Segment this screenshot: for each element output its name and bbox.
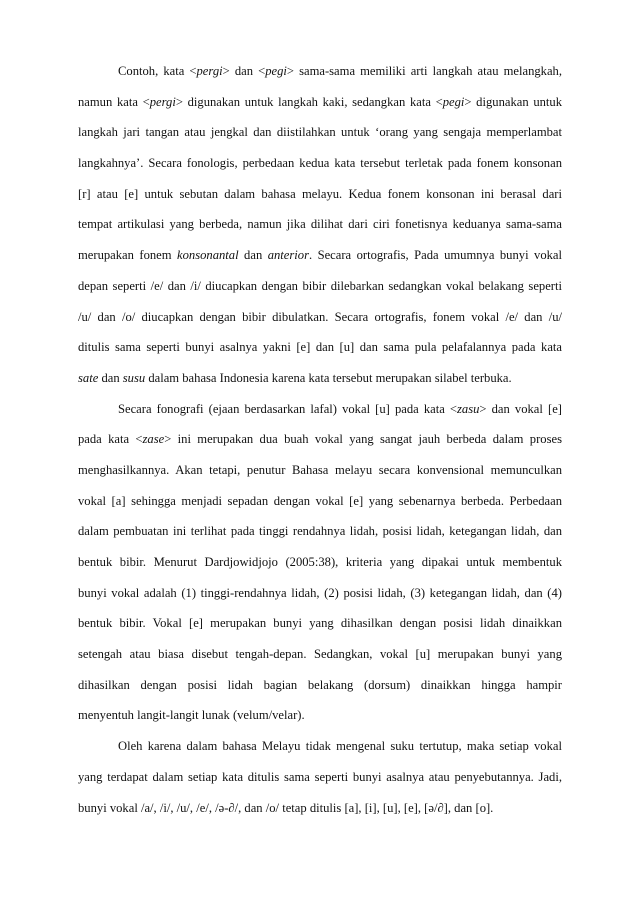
text-line: Oleh karena dalam bahasa Melayu tidak mengenal suku tertutup, maka setiap vokal bbox=[118, 739, 562, 754]
text-line: depan seperti /e/ dan /i/ diucapkan dengan bibir dilebarkan sedangkan vokal belakang seperti bbox=[78, 278, 562, 293]
italic-term: zasu bbox=[457, 401, 480, 416]
text-line: namun kata <pergi> digunakan untuk langkah kaki, sedangkan kata <pegi> digunakan untuk bbox=[78, 94, 562, 109]
paragraph-3 bbox=[78, 731, 562, 823]
text-line: vokal [a] sehingga menjadi sepadan dengan vokal [e] yang sebenarnya berbeda. Perbedaan bbox=[78, 493, 562, 508]
text-line: menghasilkannya. Akan tetapi, penutur Bahasa melayu secara konvensional memunculkan bbox=[78, 462, 562, 477]
document-page bbox=[78, 56, 562, 823]
text-line: sate dan susu dalam bahasa Indonesia karena kata tersebut merupakan silabel terbuka. bbox=[78, 370, 512, 385]
text-line: Contoh, kata <pergi> dan <pegi> sama-sama memiliki arti langkah atau melangkah, bbox=[118, 64, 562, 78]
text-line: ditulis sama seperti bunyi asalnya yakni [e] dan [u] dan sama pula pelafalannya pada kata bbox=[78, 340, 562, 355]
text-line: langkahnya’. Secara fonologis, perbedaan kedua kata tersebut terletak pada fonem konsonan bbox=[78, 156, 562, 171]
italic-term: pergi bbox=[149, 94, 176, 109]
paragraph-1 bbox=[78, 56, 562, 394]
italic-term: anterior bbox=[267, 248, 309, 263]
text-line: bunyi vokal adalah (1) tinggi-rendahnya lidah, (2) posisi lidah, (3) ketegangan lidah, dan (4) bbox=[78, 585, 562, 600]
text-line: merupakan fonem konsonantal dan anterior. Secara ortografis, Pada umumnya bunyi vokal bbox=[78, 248, 563, 263]
text-line: tempat artikulasi yang berbeda, namun jika dilihat dari ciri fonetisnya keduanya sama-sama bbox=[78, 217, 562, 232]
text-line: pada kata <zase> ini merupakan dua buah vokal yang sangat jauh berbeda dalam proses bbox=[78, 432, 562, 447]
text-line: dihasilkan dengan posisi lidah bagian belakang (dorsum) dinaikkan hingga hampir bbox=[78, 677, 562, 692]
italic-term: susu bbox=[122, 370, 146, 385]
text-line: langkah jari tangan atau jengkal dan diistilahkan untuk ‘orang yang sengaja memperlambat bbox=[78, 125, 562, 140]
italic-term: sate bbox=[78, 370, 99, 385]
italic-term: pergi bbox=[196, 64, 223, 78]
text-line: [r] atau [e] untuk sebutan dalam bahasa melayu. Kedua fonem konsonan ini berasal dari bbox=[78, 186, 562, 201]
text-line: bunyi vokal /a/, /i/, /u/, /e/, /ə-∂/, dan /o/ tetap ditulis [a], [i], [u], [e], [ə/∂], dan [o]. bbox=[78, 800, 494, 815]
italic-term: pegi bbox=[265, 64, 287, 78]
text-line: menyentuh langit-langit lunak (velum/velar). bbox=[78, 708, 305, 723]
text-line: dalam pembuatan ini terlihat pada tinggi rendahnya lidah, posisi lidah, ketegangan lidah, dan bbox=[78, 524, 562, 539]
italic-term: konsonantal bbox=[177, 248, 239, 263]
paragraph-2 bbox=[78, 394, 562, 732]
text-line: yang terdapat dalam setiap kata ditulis sama seperti bunyi asalnya atau penyebutannya. Jadi, bbox=[78, 769, 562, 784]
italic-term: zase bbox=[142, 432, 165, 447]
text-line: bentuk bibir. Vokal [e] merupakan bunyi yang dihasilkan dengan posisi lidah dinaikkan bbox=[78, 616, 562, 631]
text-line: bentuk bibir. Menurut Dardjowidjojo (2005:38), kriteria yang dipakai untuk membentuk bbox=[78, 555, 562, 569]
text-line: /u/ dan /o/ diucapkan dengan bibir dibulatkan. Secara ortografis, fonem vokal /e/ dan /u/ bbox=[78, 309, 562, 324]
text-line: setengah atau biasa disebut tengah-depan. Sedangkan, vokal [u] merupakan bunyi yang bbox=[78, 647, 562, 662]
italic-term: pegi bbox=[442, 94, 465, 109]
text-line: Secara fonografi (ejaan berdasarkan lafal) vokal [u] pada kata <zasu> dan vokal [e] bbox=[118, 401, 562, 416]
